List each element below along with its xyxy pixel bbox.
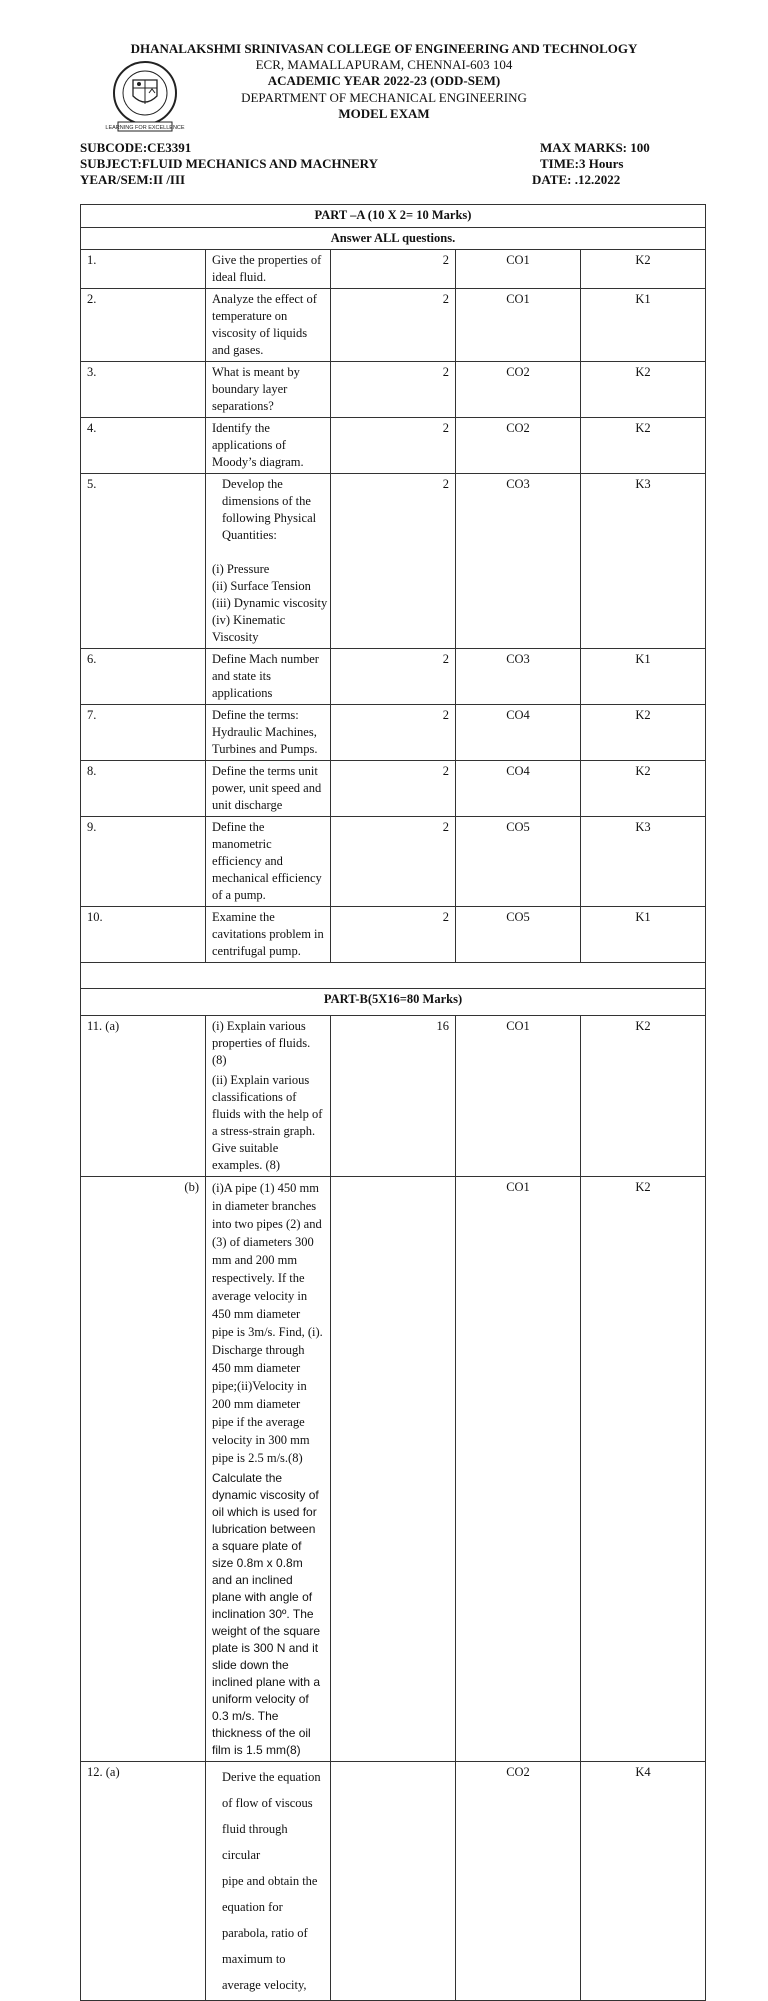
question-part: (ii) Explain various classifications of fluids with the help of a stress-strain graph. Give suitable examples. (8) (212, 1073, 323, 1172)
question-row (81, 1762, 706, 2001)
question-k-level: K1 (581, 649, 706, 705)
question-row (81, 362, 706, 418)
subject-name: SUBJECT:FLUID MECHANICS AND MACHNERY (80, 156, 378, 171)
subject-code: SUBCODE:CE3391 (80, 140, 192, 155)
question-co: CO2 (456, 362, 581, 418)
academic-year: ACADEMIC YEAR 2022-23 (ODD-SEM) (267, 73, 501, 88)
question-row (81, 761, 706, 817)
question-row (81, 289, 706, 362)
question-line: average velocity, (222, 1978, 307, 1992)
question-marks: 2 (331, 474, 456, 649)
year-sem: YEAR/SEM:II /III (80, 172, 186, 187)
question-number: (b) (81, 1177, 206, 1762)
question-k-level: K3 (581, 474, 706, 649)
college-name: DHANALAKSHMI SRINIVASAN COLLEGE OF ENGINEERING AND TECHNOLOGY (130, 41, 638, 56)
question-row (81, 1016, 706, 1177)
question-k-level: K4 (581, 1762, 706, 2001)
question-number: 8. (81, 761, 206, 817)
question-k-level: K2 (581, 1016, 706, 1177)
question-row (81, 250, 706, 289)
question-text (206, 1762, 331, 2001)
question-number: 6. (81, 649, 206, 705)
question-k-level: K3 (581, 817, 706, 907)
question-text: Define Mach number and state its applications (206, 649, 331, 705)
question-marks: 2 (331, 649, 456, 705)
question-co: CO1 (456, 1016, 581, 1177)
question-line: pipe and obtain the equation for parabola, ratio of maximum to (222, 1874, 318, 1966)
question-number: 5. (81, 474, 206, 649)
question-number: 10. (81, 907, 206, 963)
question-co: CO1 (456, 250, 581, 289)
question-row (81, 649, 706, 705)
question-k-level: K2 (581, 761, 706, 817)
question-number: 12. (a) (81, 1762, 206, 2001)
question-marks (331, 1177, 456, 1762)
question-marks: 2 (331, 705, 456, 761)
question-row (81, 474, 706, 649)
question-text (206, 474, 331, 649)
question-marks (331, 1762, 456, 2001)
question-k-level: K2 (581, 250, 706, 289)
question-co: CO4 (456, 761, 581, 817)
sub-item: (iv) Kinematic Viscosity (212, 613, 286, 644)
question-row (81, 817, 706, 907)
logo-motto: LEARNING FOR EXCELLENCE (105, 125, 185, 131)
question-marks: 16 (331, 1016, 456, 1177)
question-co: CO1 (456, 289, 581, 362)
question-text (206, 1016, 331, 1177)
question-number: 7. (81, 705, 206, 761)
question-marks: 2 (331, 362, 456, 418)
question-row (81, 418, 706, 474)
part-a-title: PART –A (10 X 2= 10 Marks) (81, 205, 706, 228)
exam-date: DATE: .12.2022 (532, 172, 621, 187)
sub-item: (ii) Surface Tension (212, 579, 311, 593)
question-number: 11. (a) (81, 1016, 206, 1177)
question-number: 9. (81, 817, 206, 907)
question-row (81, 907, 706, 963)
question-text: Define the terms: Hydraulic Machines, Turbines and Pumps. (206, 705, 331, 761)
question-text: Identify the applications of Moody’s diagram. (206, 418, 331, 474)
question-number: 3. (81, 362, 206, 418)
question-row (81, 705, 706, 761)
question-part: Calculate the dynamic viscosity of oil which is used for lubrication between a square plate of size 0.8m x 0.8m and an inclined plane with angle of inclination 30º. The weight of the square plate is 300 N and it slide down the inclined plane with a uniform velocity of 0.3 m/s. The thickness of the oil film is 1.5 mm(8) (212, 1471, 321, 1757)
exam-name: MODEL EXAM (338, 106, 430, 121)
question-marks: 2 (331, 289, 456, 362)
question-k-level: K2 (581, 1177, 706, 1762)
question-text (206, 1177, 331, 1762)
question-text-main: Develop the dimensions of the following Physical Quantities: (222, 477, 317, 542)
question-co: CO2 (456, 418, 581, 474)
question-co: CO2 (456, 1762, 581, 2001)
question-k-level: K1 (581, 907, 706, 963)
department: DEPARTMENT OF MECHANICAL ENGINEERING (241, 90, 527, 105)
question-co: CO5 (456, 817, 581, 907)
question-text: What is meant by boundary layer separations? (206, 362, 331, 418)
question-marks: 2 (331, 418, 456, 474)
question-number: 2. (81, 289, 206, 362)
question-marks: 2 (331, 817, 456, 907)
question-text: Examine the cavitations problem in centrifugal pump. (206, 907, 331, 963)
question-row (81, 1177, 706, 1762)
question-part: (i)A pipe (1) 450 mm in diameter branches into two pipes (2) and (3) of diameters 300 mm and 200 mm respectively. If the average velocity in 450 mm diameter pipe is 3m/s. Find, (i). Discharge through 450 mm diameter pipe;(ii)Velocity in 200 mm diameter pipe if the average velocity in 300 mm pipe is 2.5 m/s.(8) (212, 1181, 323, 1465)
question-k-level: K2 (581, 418, 706, 474)
question-text: Define the manometric efficiency and mechanical efficiency of a pump. (206, 817, 331, 907)
question-line: Derive the equation of flow of viscous fluid through circular (222, 1770, 321, 1862)
question-number: 1. (81, 250, 206, 289)
question-table (80, 204, 706, 2001)
part-a-instruction: Answer ALL questions. (81, 228, 706, 250)
part-b-title: PART-B(5X16=80 Marks) (81, 989, 706, 1016)
blank-row (81, 963, 706, 989)
question-co: CO4 (456, 705, 581, 761)
question-marks: 2 (331, 250, 456, 289)
question-text: Analyze the effect of temperature on viscosity of liquids and gases. (206, 289, 331, 362)
question-marks: 2 (331, 907, 456, 963)
question-co: CO1 (456, 1177, 581, 1762)
college-address: ECR, MAMALLAPURAM, CHENNAI-603 104 (255, 57, 513, 72)
sub-item: (i) Pressure (212, 562, 270, 576)
question-k-level: K2 (581, 705, 706, 761)
question-marks: 2 (331, 761, 456, 817)
question-number: 4. (81, 418, 206, 474)
question-text: Define the terms unit power, unit speed and unit discharge (206, 761, 331, 817)
exam-time: TIME:3 Hours (540, 156, 624, 171)
question-part: (i) Explain various properties of fluids.(8) (212, 1019, 311, 1067)
question-text: Give the properties of ideal fluid. (206, 250, 331, 289)
sub-item: (iii) Dynamic viscosity (212, 596, 328, 610)
question-k-level: K1 (581, 289, 706, 362)
max-marks: MAX MARKS: 100 (540, 140, 650, 155)
question-co: CO3 (456, 474, 581, 649)
question-co: CO3 (456, 649, 581, 705)
question-k-level: K2 (581, 362, 706, 418)
question-co: CO5 (456, 907, 581, 963)
